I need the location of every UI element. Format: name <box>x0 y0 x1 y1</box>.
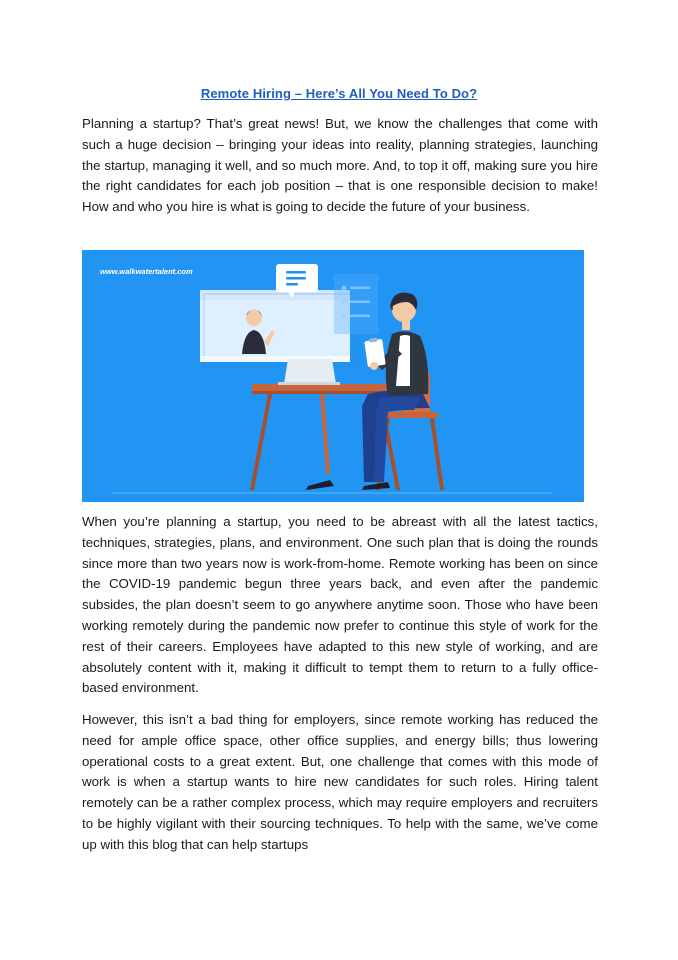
paragraph-body-2: However, this isn’t a bad thing for employers, since remote working has reduced the need for ample office space, other office supplies, and energy bills; thus lowering operational costs to a great extent. But, one challenge that comes with this mode of work is when a startup wants to hire new candidates for such roles. Hiring talent remotely can be a rather complex process, which may require employers and recruiters to be highly vigilant with their sourcing techniques. To help with the same, we’ve come up with this blog that can help startups <box>82 712 598 852</box>
watermark-text: www.walkwatertalent.com <box>100 267 193 276</box>
paragraph-intro: Planning a startup? That’s great news! But, we know the challenges that come with such a huge decision – bringing your ideas into reality, planning strategies, launching the startup, managing it well, and so much more. And, to top it off, making sure you hire the right candidates for each job position – that is one responsible decision to make! How and who you hire is what is going to decide the future of your business. <box>82 116 598 215</box>
paragraph-body-1: When you’re planning a startup, you need to be abreast with all the latest tactics, techniques, strategies, plans, and environment. One such plan that is doing the rounds since more than two years now is work-from-home. Remote working has been on since the COVID-19 pandemic begun three years back, and even after the pandemic subsides, the plan doesn’t seem to go anywhere anytime soon. Those who have been working remotely during the pandemic now prefer to continue this style of work for the rest of their careers. Employees have adapted to this new style of working, and are absolutely content with it, making it difficult to tempt them to return to a fully office-based environment. <box>82 514 598 696</box>
video-call-window-icon <box>200 290 354 366</box>
remote-hiring-illustration <box>82 250 584 502</box>
document-title[interactable]: Remote Hiring – Here’s All You Need To Do? <box>200 86 478 101</box>
